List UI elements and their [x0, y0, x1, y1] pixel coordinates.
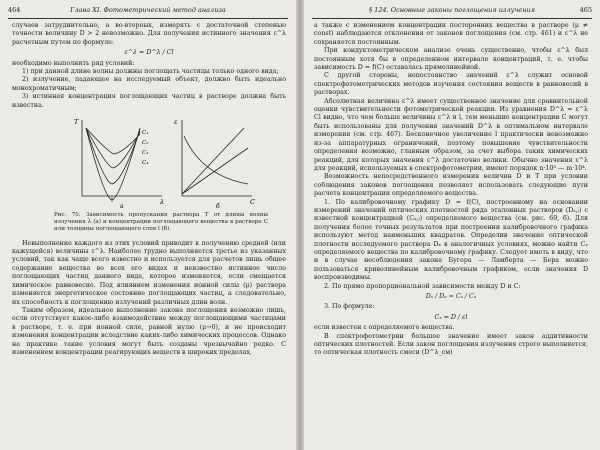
- left-page-body: [12, 22, 286, 357]
- figure-tag-a: a: [120, 203, 124, 211]
- condition-item: 2) излучение, падающее на исследуемый объект, должно быть идеально монохроматичным;: [12, 76, 286, 92]
- figure-70-graphic: [12, 114, 286, 210]
- paragraph: 2. По прямо пропорциональной зависимости между D и C:: [324, 282, 521, 290]
- right-page: [304, 0, 600, 450]
- axis-label-epsilon: ε: [174, 118, 178, 127]
- right-page-header: [312, 6, 592, 19]
- axis-label-lambda: λ: [160, 198, 165, 207]
- figure-tag-b: б: [216, 203, 220, 211]
- paragraph: В спектрофотометрии большое значение имеет закон аддитивности оптических плотностей. Если закон поглощения излучения строго выполняется, то оптическая плотность смеси (D^λ_см): [314, 332, 588, 357]
- paragraph: необходимо выполнить ряд условий:: [12, 59, 135, 67]
- paragraph: Невыполнение каждого из этих условий приводит к получению средней (или кажущейся) величины ε^λ. Наиболее трудно выполняется третье из указанных условий, так как чаще всего известно и используется для расчетов лишь общее содержание вещества во всех его видах и неизвестно истинное число поглощающих частиц данного вида, которое изменяется, если смещается химическое равновесие. Под влиянием изменения ионной силы (μ) раствора изменяется энергетическое состояние поглощающих частиц, а следовательно, их способность к поглощению излучений различных длин волн.: [12, 239, 286, 306]
- axis-label-T: T: [74, 118, 79, 127]
- left-page-number: 464: [8, 6, 21, 14]
- paragraph: если известен ε определяемого вещества.: [314, 324, 455, 332]
- paragraph: случаев затруднительно, а во-второых, измерять с достаточной степенью точности величину D > 2 невозможно. Для получения истинного значения ε^λ расчетным путем по формуле:: [12, 22, 286, 46]
- paragraph: Таким образом, идеальное выполнение закона поглощения возможно лишь, если отсутствует какое-либо взаимодействие между поглощающими частицами в растворе, т. е. при ионной силе, равной нулю (μ→0), и не происходит изменения концентрации вследствие каких-либо химических процессов. Однако на практике такие условия могут быть созданы чрезвычайно редко. С изменением концентрации реагирующих веществ в широких пределах,: [12, 306, 286, 356]
- figure-70: [12, 114, 286, 210]
- condition-item: 3) истинная концентрация поглощающих частиц в растворе должна быть известна.: [12, 93, 286, 109]
- paragraph: Возможность непосредственного измерения величин D и T при условии соблюдения законов поглощения позволяет использовать следующие пути расчета концентрации определяемого вещества.: [314, 173, 588, 198]
- formula-concentration: Cₓ = D / εl: [434, 313, 468, 321]
- condition-item: 1) при данной длине волны должны поглощать частицы только одного вида;: [22, 68, 279, 76]
- right-page-body: [314, 22, 588, 358]
- book-gutter: [296, 0, 304, 450]
- right-running-head: § 124. Основные законы поглощения излучения: [368, 6, 536, 14]
- left-page-header: [8, 6, 288, 19]
- curve-label: C₁: [142, 130, 149, 137]
- paragraph: а также с изменением концентрации посторонних вещества в растворе (μ ≠ const) наблюдаются отклонения от законов поглощения (см. стр. 461) и ε^λ не сохраняется постоянным.: [314, 22, 588, 46]
- curve-label: C₄: [142, 160, 149, 167]
- curve-label: C₂: [142, 140, 149, 147]
- curve-label: C₃: [142, 150, 149, 157]
- axis-label-C: C: [250, 198, 255, 207]
- left-page: [0, 0, 296, 450]
- right-page-number: 465: [579, 6, 592, 14]
- paragraph: Абсолютная величина ε^λ имеет существенное значение для сравнительной оценки чувствительности фотометрической реакции. Из уравнения D^λ = ε^λ Cl видно, что чем больше величины ε^λ и l, тем меньшие концентрации C могут быть использованы для получения значений D^λ в оптимальном интервале измерения (см. стр. 467). Бесконечное увеличение l практически невозможно из-за аппаратурных ограничений, поэтому повышение чувствительности определения возможно, главным образом, за счет выбора таких химических реакций, для которых значения ε^λ достаточно велики. Обычно значения ε^λ для реакций, используемых в спектрофотометрии, имеют порядок n·10³ — m·10⁴.: [314, 97, 588, 172]
- paragraph: С другой стороны, непостоянство значений ε^λ служит основой спектрофотометрических методов изучения состояния веществ в равновесий в растворах.: [314, 72, 588, 97]
- paragraph: При кондуктометрическом анализе очень существенно, чтобы ε^λ был постоянным хотя бы в определенном интервале концентраций, т. е. чтобы зависимость D = f(C) оставалась прямолинейной.: [314, 47, 588, 72]
- figure-70-caption: Рис. 70. Зависимость пропускания раствора T от длины волны излучения λ (а) и концентрации поглощающего вещества в растворе C или толщины поглощающего слоя l (б).: [54, 212, 268, 233]
- formula-epsilon: ε^λ = D^λ / Cl: [124, 49, 174, 57]
- paragraph: 1. По калибровочному графику D = f(C), построенному на основании измерений значений оптических плотностей ряда эталонных растворов (Dₐ,ᵢ) с известной концентрацией (Cₐ,ᵢ) определяемого вещества (см. рис. 69, б). Для получения более точных результатов при построении калибровочного графика используют метод наименьших квадратов. Определив значение оптической плотности исследуемого раствора Dₓ в аналогичных условиях, можно найти Cₓ определяемого вещества по калибровочному графику. Следует иметь в виду, что и в случае несоблюдения закона Бугера — Ламберта — Бера можно пользоваться криволинейным калибровочным графиком, если значения D воспроизводимы.: [314, 198, 588, 282]
- paragraph: 3. По формуле:: [324, 303, 375, 311]
- formula-proportion: Dₓ / Dₐ = Cₓ / Cₐ: [425, 293, 477, 300]
- left-running-head: Глава XI. Фотометрический метод анализа: [70, 6, 226, 14]
